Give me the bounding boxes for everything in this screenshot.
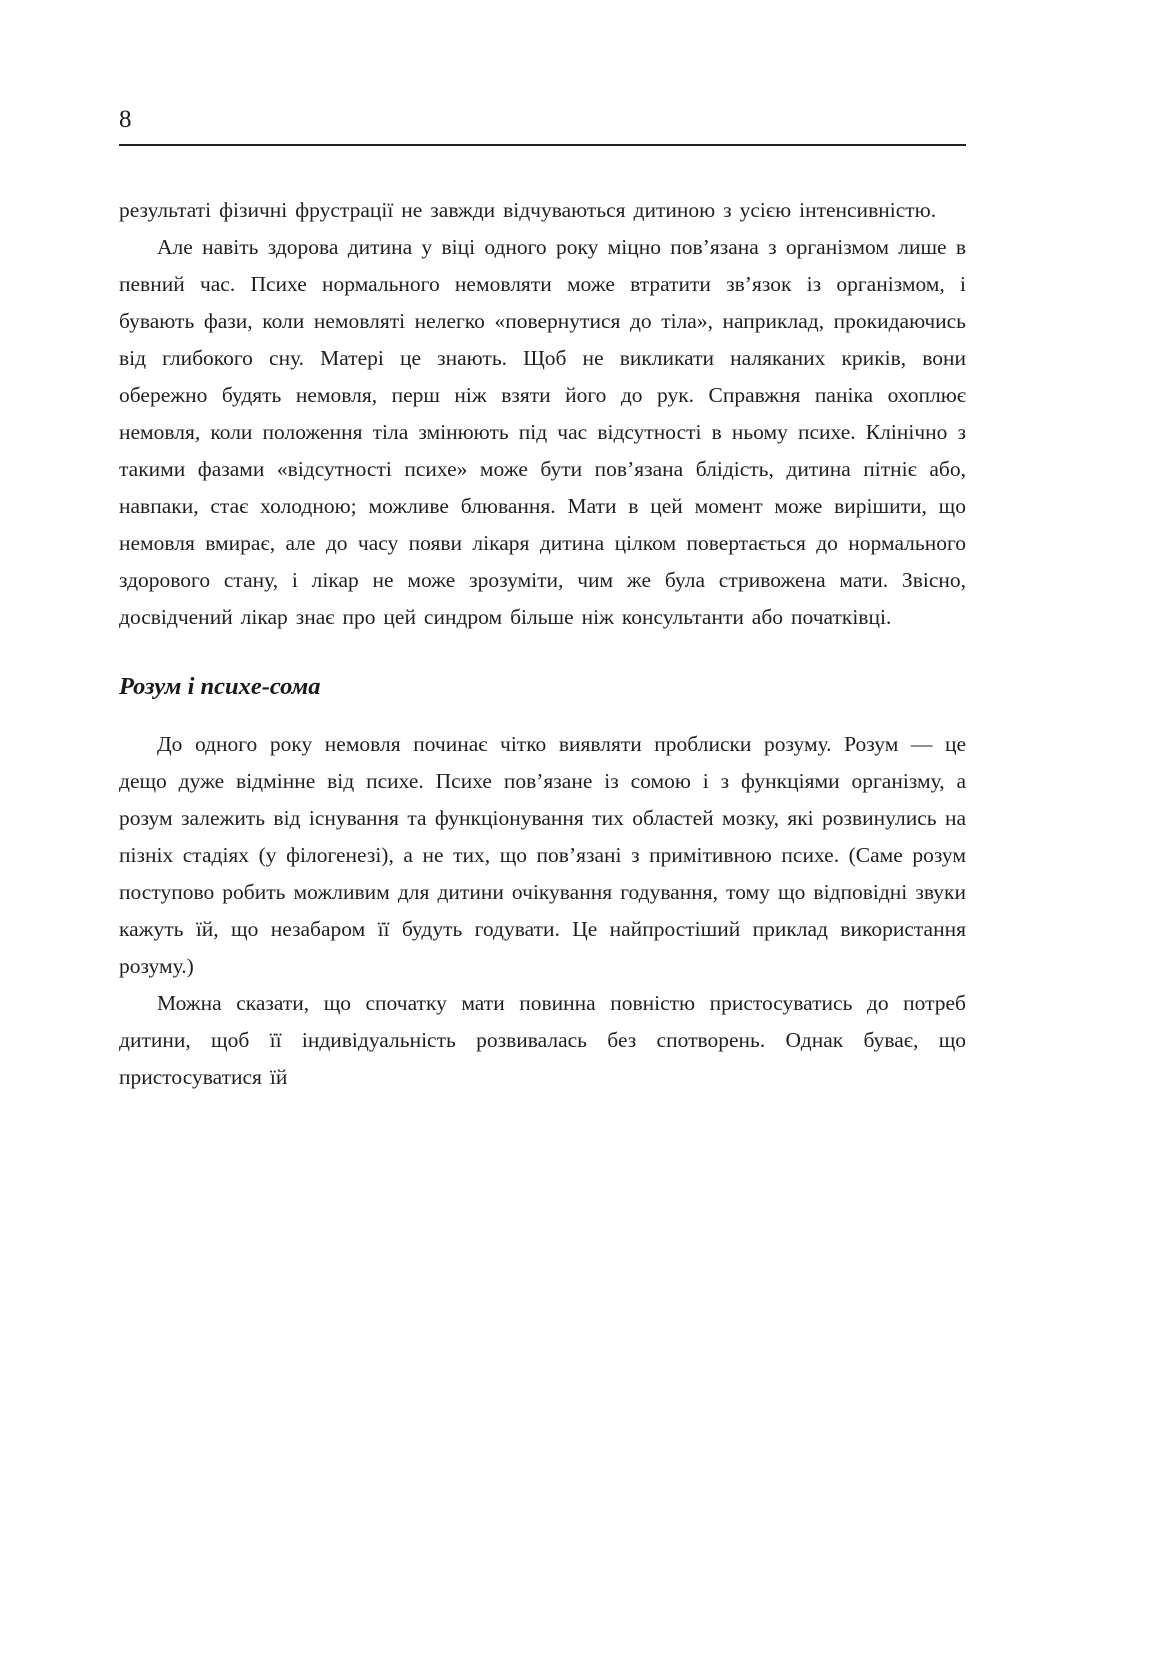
header-rule [119,144,966,146]
paragraph-continuation: результаті фізичні фрустрації не завжди відчуваються дитиною з усією інтенсивністю. [119,198,937,222]
paragraph: Але навіть здорова дитина у віці одного року міцно пов’язана з організмом лише в певний час. Психе нормального немовляти може втратити зв’язок із організмом, і бувають фази, коли немовляті нелегко «повернутися до тіла», наприклад, прокидаючись від глибокого сну. Матері це знають. Щоб не викликати наляканих криків, вони обережно будять немовля, перш ніж взяти його до рук. Справжня паніка охоплює немовля, коли положення тіла змінюють під час відсутності в ньому психе. Клінічно з такими фазами «відсутності психе» може бути пов’язана блідість, дитина пітніє або, навпаки, стає холодною; можливе блювання. Мати в цей момент може вирішити, що немовля вмирає, але до часу появи лікаря дитина цілком повертається до нормального здорового стану, і лікар не може зрозуміти, чим же була стривожена мати. Звісно, досвідчений лікар знає про цей синдром більше ніж консультанти або початківці. [119,235,966,629]
paragraph: Можна сказати, що спочатку мати повинна повністю пристосуватись до потреб дитини, щоб її індивідуальність розвивалась без спотворень. Однак буває, що пристосуватися їй [119,991,966,1089]
paragraph: До одного року немовля починає чітко виявляти проблиски розуму. Розум — це дещо дуже відмінне від психе. Психе пов’язане із сомою і з функціями організму, а розум залежить від існування та функціонування тих областей мозку, які розвинулись на пізніх стадіях (у філогенезі), а не тих, що пов’язані з примітивною психе. (Саме розум поступово робить можливим для дитини очікування годування, тому що відповідні звуки кажуть їй, що незабаром її будуть годувати. Це найпростіший приклад використання розуму.) [119,732,966,978]
page-number: 8 [119,106,132,133]
page-body [119,192,966,1096]
section-heading: Розум і психе-сома [119,673,321,700]
page-header [119,0,966,154]
